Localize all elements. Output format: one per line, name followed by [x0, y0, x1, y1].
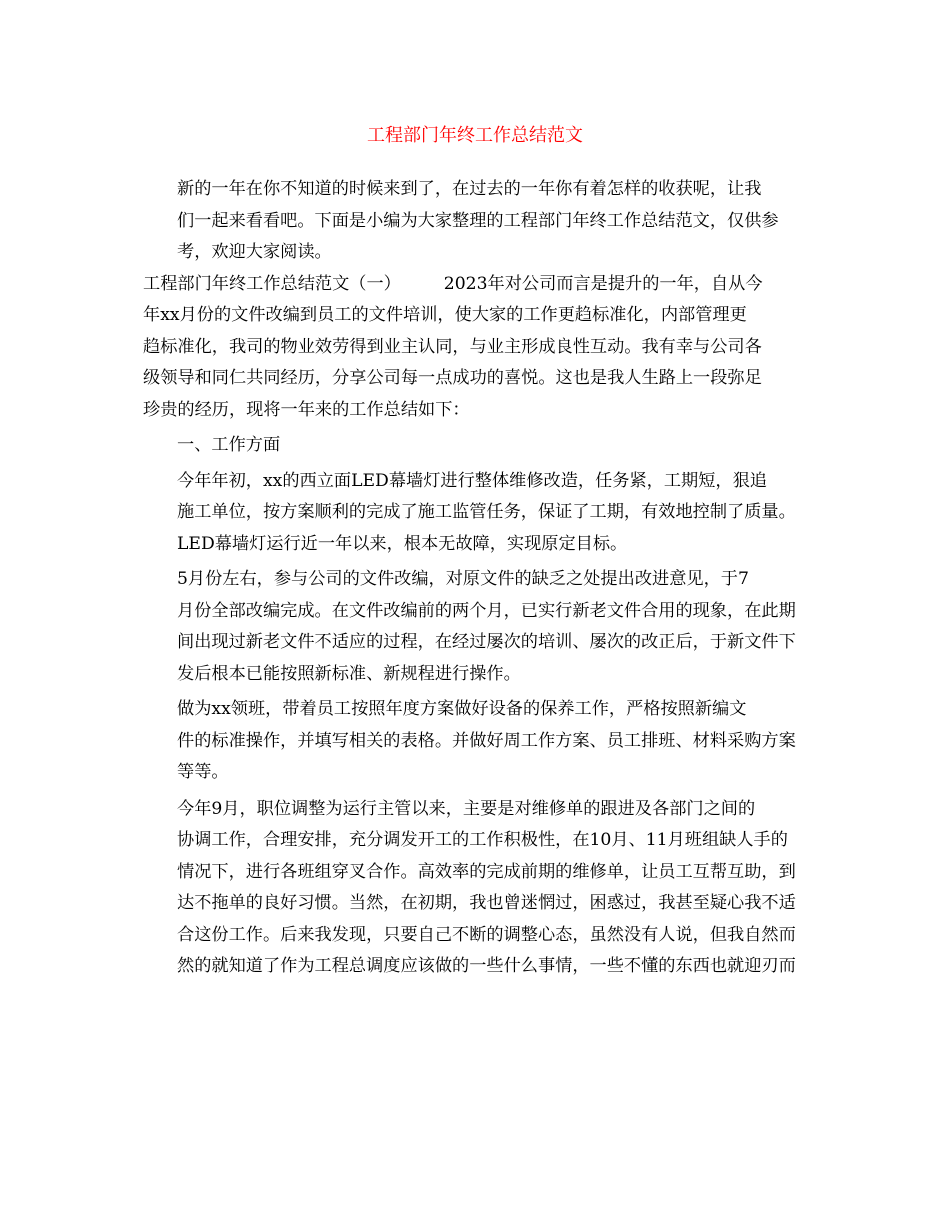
text-line: 年xx月份的文件改编到员工的文件培训，使大家的工作更趋标准化，内部管理更	[143, 305, 747, 325]
text-line: 然的就知道了作为工程总调度应该做的一些什么事情，一些不懂的东西也就迎刃而	[177, 956, 796, 976]
text-line: 发后根本已能按照新标准、新规程进行操作。	[177, 663, 521, 684]
text-line: 协调工作，合理安排，充分调发开工的工作积极性，在10月、11月班组缺人手的	[177, 830, 788, 850]
text-line: 施工单位，按方案顺利的完成了施工监管任务，保证了工期，有效地控制了质量。	[177, 502, 796, 522]
body-paragraph	[143, 466, 813, 561]
body-paragraph	[143, 794, 813, 983]
body-paragraph	[143, 564, 813, 690]
body-paragraph	[143, 694, 813, 789]
text-line: 新的一年在你不知道的时候来到了，在过去的一年你有着怎样的收获呢，让我	[177, 179, 762, 199]
text-line: 月份全部改编完成。在文件改编前的两个月，已实行新老文件合用的现象，在此期	[177, 600, 796, 621]
intro-paragraph	[143, 174, 813, 269]
text-line: 合这份工作。后来我发现，只要自己不断的调整心态，虽然没有人说，但我自然而	[177, 924, 796, 945]
text-line: 做为xx领班，带着员工按照年度方案做好设备的保养工作，严格按照新编文	[177, 699, 747, 719]
text-line: 达不拖单的良好习惯。当然，在初期，我也曾迷惘过，困惑过，我甚至疑心我不适	[177, 893, 796, 913]
section-heading	[143, 430, 813, 462]
text-line: 等等。	[177, 762, 229, 782]
text-line: 考，欢迎大家阅读。	[177, 242, 332, 262]
text-line: 工程部门年终工作总结范文（一） 2023年对公司而言是提升的一年，自从今	[143, 273, 763, 294]
text-line: 趋标准化，我司的物业效劳得到业主认同，与业主形成良性互动。我有幸与公司各	[143, 336, 762, 357]
text-line: LED幕墙灯运行近一年以来，根本无故障，实现原定目标。	[177, 533, 628, 554]
document-title: 工程部门年终工作总结范文	[367, 125, 583, 146]
section-one-paragraph	[143, 269, 813, 427]
text-line: 今年9月，职位调整为运行主管以来，主要是对维修单的跟进及各部门之间的	[177, 798, 756, 819]
text-line: 间出现过新老文件不适应的过程，在经过屡次的培训、屡次的改正后，于新文件下	[177, 632, 796, 652]
text-line: 情况下，进行各班组穿叉合作。高效率的完成前期的维修单，让员工互帮互助，到	[177, 861, 796, 882]
text-line: 级领导和同仁共同经历，分享公司每一点成功的喜悦。这也是我人生路上一段弥足	[143, 368, 762, 388]
text-line: 珍贵的经历，现将一年来的工作总结如下：	[143, 399, 470, 420]
text-line: 件的标准操作，并填写相关的表格。并做好周工作方案、员工排班、材料采购方案	[177, 730, 796, 751]
text-line: 们一起来看看吧。下面是小编为大家整理的工程部门年终工作总结范文，仅供参	[177, 210, 779, 231]
text-line: 一、工作方面	[177, 435, 281, 455]
text-line: 5月份左右，参与公司的文件改编，对原文件的缺乏之处提出改进意见，于7	[177, 569, 749, 589]
text-line: 今年年初，xx的西立面LED幕墙灯进行整体维修改造，任务紧，工期短，狠追	[177, 470, 767, 491]
document-body	[143, 174, 813, 983]
